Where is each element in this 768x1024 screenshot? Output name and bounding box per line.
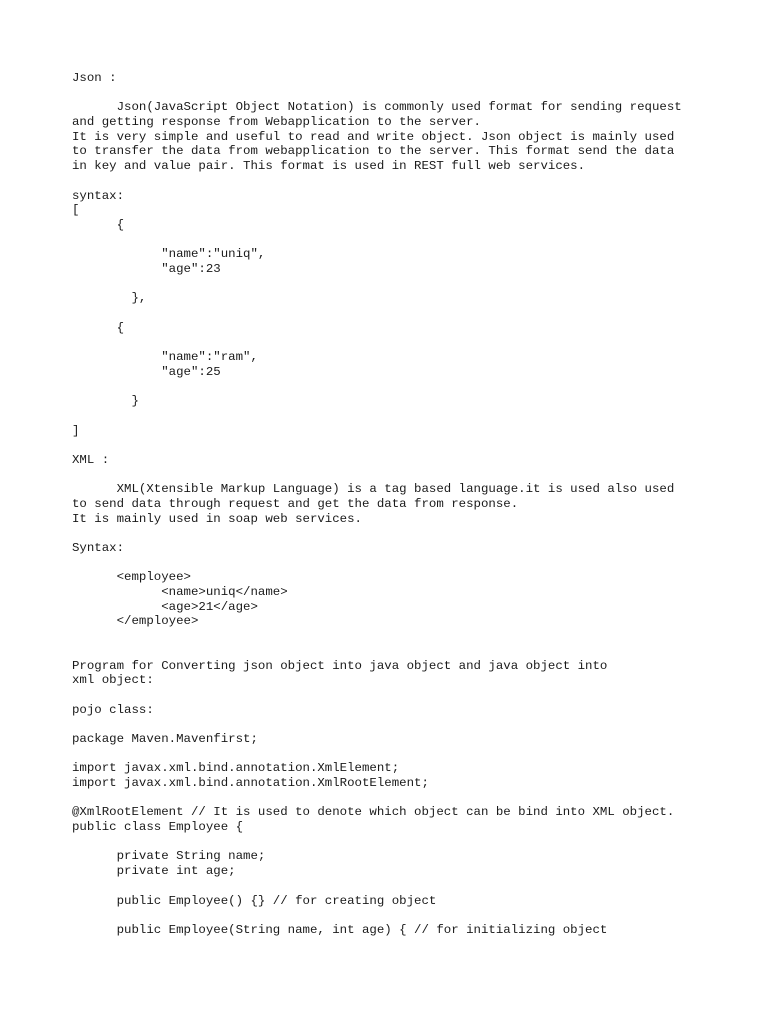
program-title-line: xml object: [72, 673, 154, 688]
json-code-line: "name":"uniq", [72, 247, 266, 262]
field-line: private String name; [72, 849, 266, 864]
json-code-line: "age":23 [72, 261, 221, 276]
class-declaration-line: public class Employee { [72, 820, 244, 835]
json-paragraph-line: It is very simple and useful to read and write object. Json object is mainly used [72, 129, 675, 144]
json-code-line: "name":"ram", [72, 350, 258, 365]
json-code-line: ] [72, 423, 80, 438]
json-code-line: [ [72, 203, 80, 218]
xml-heading: XML : [72, 452, 110, 467]
json-paragraph-line: and getting response from Webapplication to the server. [72, 115, 481, 130]
xml-code-line: <age>21</age> [72, 599, 258, 614]
json-heading: Json : [72, 71, 117, 85]
field-line: private int age; [72, 864, 236, 879]
json-code-line: } [72, 394, 139, 409]
xml-paragraph-line: It is mainly used in soap web services. [72, 511, 362, 526]
json-paragraph-line: in key and value pair. This format is used in REST full web services. [72, 159, 586, 174]
xml-code-line: <name>uniq</name> [72, 585, 288, 600]
import-line: import javax.xml.bind.annotation.XmlRootElement; [72, 776, 429, 790]
program-title-line: Program for Converting json object into java object and java object into [72, 658, 608, 673]
import-line: import javax.xml.bind.annotation.XmlElement; [72, 761, 400, 776]
xml-syntax-label: Syntax: [72, 541, 125, 555]
xml-paragraph-line: XML(Xtensible Markup Language) is a tag based language.it is used also used [72, 482, 675, 497]
json-code-line: { [72, 217, 125, 232]
class-declaration-line: @XmlRootElement // It is used to denote which object can be bind into XML object. [72, 805, 675, 820]
json-code-line: { [72, 320, 125, 335]
default-constructor-line: public Employee() {} // for creating object [72, 893, 437, 908]
pojo-label: pojo class: [72, 702, 154, 717]
json-paragraph-line: Json(JavaScript Object Notation) is commonly used format for sending request [72, 100, 682, 115]
xml-code-line: <employee> [72, 570, 191, 585]
param-constructor-line: public Employee(String name, int age) { // for initializing object [72, 922, 608, 937]
json-code-line: "age":25 [72, 364, 221, 379]
json-syntax-label: syntax: [72, 188, 125, 203]
xml-code-line: </employee> [72, 614, 199, 629]
json-paragraph-line: to transfer the data from webapplication to the server. This format send the data [72, 144, 675, 159]
xml-paragraph-line: to send data through request and get the data from response. [72, 496, 519, 511]
json-code-line: }, [72, 291, 147, 306]
document-page [72, 71, 752, 938]
package-line: package Maven.Mavenfirst; [72, 731, 258, 746]
